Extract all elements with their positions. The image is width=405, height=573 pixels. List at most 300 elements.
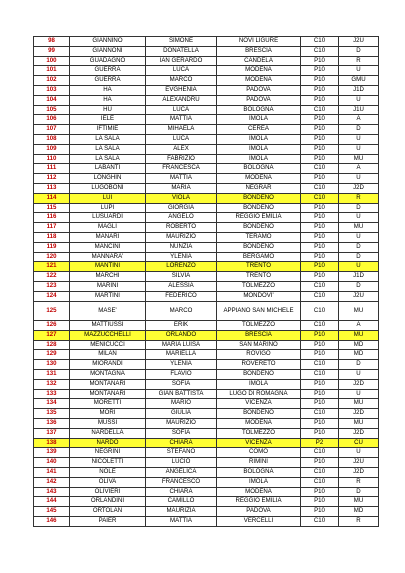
grade-cell: J2D bbox=[339, 467, 379, 477]
city-cell: COMO bbox=[217, 448, 301, 458]
row-number: 122 bbox=[34, 272, 70, 282]
table-row bbox=[34, 321, 379, 331]
grade-cell: J2D bbox=[339, 409, 379, 419]
row-number: 111 bbox=[34, 164, 70, 174]
table-row bbox=[34, 458, 379, 468]
surname-cell: LUGOBONI bbox=[70, 183, 146, 193]
first-name-cell: MARCO bbox=[146, 301, 217, 321]
table-row bbox=[34, 76, 379, 86]
city-cell: PADOVA bbox=[217, 95, 301, 105]
city-cell: BRESCIA bbox=[217, 46, 301, 56]
city-cell: IMOLA bbox=[217, 144, 301, 154]
surname-cell: LA SALA bbox=[70, 154, 146, 164]
first-name-cell: ERIK bbox=[146, 321, 217, 331]
first-name-cell: ORLANDO bbox=[146, 330, 217, 340]
first-name-cell: SIMONE bbox=[146, 37, 217, 47]
first-name-cell: LORENZO bbox=[146, 262, 217, 272]
table-row bbox=[34, 105, 379, 115]
table-row bbox=[34, 497, 379, 507]
table-row bbox=[34, 428, 379, 438]
table-row bbox=[34, 242, 379, 252]
table-row bbox=[34, 125, 379, 135]
grade-cell: J2U bbox=[339, 458, 379, 468]
surname-cell: MUSSI bbox=[70, 418, 146, 428]
category-cell: P10 bbox=[301, 487, 339, 497]
table-row bbox=[34, 291, 379, 301]
grade-cell: J2U bbox=[339, 291, 379, 301]
row-number: 108 bbox=[34, 134, 70, 144]
table-row bbox=[34, 56, 379, 66]
table-row bbox=[34, 507, 379, 517]
grade-cell: J1D bbox=[339, 85, 379, 95]
surname-cell: GUERRA bbox=[70, 66, 146, 76]
row-number: 102 bbox=[34, 76, 70, 86]
surname-cell: ORLANDINI bbox=[70, 497, 146, 507]
grade-cell: MD bbox=[339, 507, 379, 517]
surname-cell: NEGRINI bbox=[70, 448, 146, 458]
row-number: 110 bbox=[34, 154, 70, 164]
first-name-cell: LUCA bbox=[146, 66, 217, 76]
table-row bbox=[34, 281, 379, 291]
row-number: 117 bbox=[34, 223, 70, 233]
table-row bbox=[34, 477, 379, 487]
surname-cell: NICOLETTI bbox=[70, 458, 146, 468]
city-cell: VERCELLI bbox=[217, 516, 301, 526]
table-row bbox=[34, 144, 379, 154]
surname-cell: MILAN bbox=[70, 350, 146, 360]
first-name-cell: MARIA LUISA bbox=[146, 340, 217, 350]
first-name-cell: FRANCESCA bbox=[146, 164, 217, 174]
grade-cell: D bbox=[339, 252, 379, 262]
first-name-cell: MAURIZIO bbox=[146, 418, 217, 428]
table-row bbox=[34, 516, 379, 526]
city-cell: BONDENO bbox=[217, 203, 301, 213]
grade-cell: J2U bbox=[339, 37, 379, 47]
first-name-cell: ROBERTO bbox=[146, 223, 217, 233]
row-number: 109 bbox=[34, 144, 70, 154]
first-name-cell: GIULIA bbox=[146, 409, 217, 419]
category-cell: P10 bbox=[301, 350, 339, 360]
table-row bbox=[34, 95, 379, 105]
first-name-cell: EVGHENIA bbox=[146, 85, 217, 95]
surname-cell: MORETTI bbox=[70, 399, 146, 409]
city-cell: MODENA bbox=[217, 487, 301, 497]
surname-cell: MONTAGNA bbox=[70, 370, 146, 380]
city-cell: ROVERETO bbox=[217, 360, 301, 370]
row-number: 129 bbox=[34, 350, 70, 360]
surname-cell: MATTIUSSI bbox=[70, 321, 146, 331]
row-number: 134 bbox=[34, 399, 70, 409]
category-cell: P10 bbox=[301, 56, 339, 66]
grade-cell: U bbox=[339, 213, 379, 223]
table-row bbox=[34, 350, 379, 360]
row-number: 106 bbox=[34, 115, 70, 125]
surname-cell: MAGLI bbox=[70, 223, 146, 233]
row-number: 120 bbox=[34, 252, 70, 262]
row-number: 146 bbox=[34, 516, 70, 526]
first-name-cell: SOFIA bbox=[146, 428, 217, 438]
surname-cell: MARCHI bbox=[70, 272, 146, 282]
first-name-cell: MATTIA bbox=[146, 516, 217, 526]
grade-cell: MD bbox=[339, 340, 379, 350]
row-number: 131 bbox=[34, 370, 70, 380]
city-cell: IMOLA bbox=[217, 115, 301, 125]
table-body bbox=[34, 37, 379, 527]
table-row bbox=[34, 46, 379, 56]
first-name-cell: LUCA bbox=[146, 105, 217, 115]
surname-cell: GUERRA bbox=[70, 76, 146, 86]
category-cell: C10 bbox=[301, 105, 339, 115]
surname-cell: NOLÈ bbox=[70, 467, 146, 477]
first-name-cell: SILVIA bbox=[146, 272, 217, 282]
city-cell: NOVI LIGURE bbox=[217, 37, 301, 47]
city-cell: LUGO DI ROMAGNA bbox=[217, 389, 301, 399]
row-number: 100 bbox=[34, 56, 70, 66]
row-number: 114 bbox=[34, 193, 70, 203]
row-number: 119 bbox=[34, 242, 70, 252]
category-cell: P10 bbox=[301, 203, 339, 213]
row-number: 115 bbox=[34, 203, 70, 213]
table-row bbox=[34, 389, 379, 399]
grade-cell: J2D bbox=[339, 379, 379, 389]
category-cell: P10 bbox=[301, 115, 339, 125]
city-cell: IMOLA bbox=[217, 379, 301, 389]
row-number: 125 bbox=[34, 301, 70, 321]
surname-cell: HA bbox=[70, 95, 146, 105]
first-name-cell: GIAN BATTISTA bbox=[146, 389, 217, 399]
first-name-cell: STEFANO bbox=[146, 448, 217, 458]
category-cell: P10 bbox=[301, 232, 339, 242]
table-row bbox=[34, 232, 379, 242]
table-row bbox=[34, 134, 379, 144]
category-cell: P10 bbox=[301, 85, 339, 95]
category-cell: C10 bbox=[301, 448, 339, 458]
city-cell: TOLMEZZO bbox=[217, 428, 301, 438]
row-number: 142 bbox=[34, 477, 70, 487]
first-name-cell: MARCO bbox=[146, 76, 217, 86]
grade-cell: MU bbox=[339, 497, 379, 507]
city-cell: TRENTO bbox=[217, 262, 301, 272]
first-name-cell: MATTIA bbox=[146, 115, 217, 125]
grade-cell: U bbox=[339, 66, 379, 76]
category-cell: C10 bbox=[301, 37, 339, 47]
surname-cell: LUI bbox=[70, 193, 146, 203]
city-cell: MODENA bbox=[217, 418, 301, 428]
surname-cell: IFTIMIE bbox=[70, 125, 146, 135]
table-row bbox=[34, 85, 379, 95]
grade-cell: D bbox=[339, 203, 379, 213]
city-cell: TOLMEZZO bbox=[217, 321, 301, 331]
surname-cell: HU bbox=[70, 105, 146, 115]
grade-cell: U bbox=[339, 95, 379, 105]
row-number: 118 bbox=[34, 232, 70, 242]
grade-cell: D bbox=[339, 46, 379, 56]
category-cell: P10 bbox=[301, 66, 339, 76]
surname-cell: MARINI bbox=[70, 281, 146, 291]
surname-cell: PAIER bbox=[70, 516, 146, 526]
surname-cell: LONGHIN bbox=[70, 174, 146, 184]
table-row bbox=[34, 203, 379, 213]
category-cell: C10 bbox=[301, 467, 339, 477]
table-row bbox=[34, 418, 379, 428]
first-name-cell: FRANCESCO bbox=[146, 477, 217, 487]
category-cell: P10 bbox=[301, 134, 339, 144]
first-name-cell: MATTIA bbox=[146, 174, 217, 184]
category-cell: P10 bbox=[301, 242, 339, 252]
category-cell: C10 bbox=[301, 477, 339, 487]
grade-cell: R bbox=[339, 193, 379, 203]
surname-cell: OLIVIERI bbox=[70, 487, 146, 497]
city-cell: PADOVA bbox=[217, 507, 301, 517]
first-name-cell: ANGELICA bbox=[146, 467, 217, 477]
surname-cell: IELE bbox=[70, 115, 146, 125]
city-cell: BONDENO bbox=[217, 409, 301, 419]
table-row bbox=[34, 262, 379, 272]
surname-cell: LA SALA bbox=[70, 144, 146, 154]
category-cell: P10 bbox=[301, 144, 339, 154]
row-number: 143 bbox=[34, 487, 70, 497]
city-cell: BOLOGNA bbox=[217, 164, 301, 174]
grade-cell: MU bbox=[339, 301, 379, 321]
city-cell: CANDELA bbox=[217, 56, 301, 66]
city-cell: RIMINI bbox=[217, 458, 301, 468]
grade-cell: U bbox=[339, 448, 379, 458]
table-row bbox=[34, 301, 379, 321]
surname-cell: GIANNINO bbox=[70, 37, 146, 47]
city-cell: ROVIGO bbox=[217, 350, 301, 360]
grade-cell: CU bbox=[339, 438, 379, 448]
city-cell: BRESCIA bbox=[217, 330, 301, 340]
row-number: 99 bbox=[34, 46, 70, 56]
category-cell: P10 bbox=[301, 379, 339, 389]
surname-cell: MANNARA' bbox=[70, 252, 146, 262]
category-cell: P10 bbox=[301, 213, 339, 223]
first-name-cell: ALEX bbox=[146, 144, 217, 154]
table-row bbox=[34, 438, 379, 448]
table-row bbox=[34, 252, 379, 262]
row-number: 140 bbox=[34, 458, 70, 468]
table-row bbox=[34, 183, 379, 193]
grade-cell: MU bbox=[339, 418, 379, 428]
table-row bbox=[34, 164, 379, 174]
row-number: 116 bbox=[34, 213, 70, 223]
row-number: 121 bbox=[34, 262, 70, 272]
grade-cell: J2D bbox=[339, 183, 379, 193]
city-cell: TOLMEZZO bbox=[217, 281, 301, 291]
row-number: 123 bbox=[34, 281, 70, 291]
city-cell: REGGIO EMILIA bbox=[217, 497, 301, 507]
table-row bbox=[34, 409, 379, 419]
first-name-cell: MARIO bbox=[146, 399, 217, 409]
table-row bbox=[34, 213, 379, 223]
grade-cell: R bbox=[339, 477, 379, 487]
surname-cell: GIANNONI bbox=[70, 46, 146, 56]
first-name-cell: FEDERICO bbox=[146, 291, 217, 301]
first-name-cell: CAMILLO bbox=[146, 497, 217, 507]
city-cell: SAN MARINO bbox=[217, 340, 301, 350]
first-name-cell: CHIARA bbox=[146, 487, 217, 497]
table-row bbox=[34, 379, 379, 389]
surname-cell: MASE' bbox=[70, 301, 146, 321]
grade-cell: U bbox=[339, 262, 379, 272]
table-row bbox=[34, 272, 379, 282]
grade-cell: U bbox=[339, 232, 379, 242]
category-cell: P10 bbox=[301, 262, 339, 272]
row-number: 133 bbox=[34, 389, 70, 399]
first-name-cell: MARIA bbox=[146, 183, 217, 193]
table-row bbox=[34, 193, 379, 203]
category-cell: P10 bbox=[301, 154, 339, 164]
city-cell: MODENA bbox=[217, 76, 301, 86]
grade-cell: MU bbox=[339, 154, 379, 164]
surname-cell: LABANTI bbox=[70, 164, 146, 174]
surname-cell: HA bbox=[70, 85, 146, 95]
row-number: 139 bbox=[34, 448, 70, 458]
category-cell: P10 bbox=[301, 174, 339, 184]
surname-cell: MONTANARI bbox=[70, 389, 146, 399]
grade-cell: MU bbox=[339, 223, 379, 233]
surname-cell: ORTOLAN bbox=[70, 507, 146, 517]
row-number: 101 bbox=[34, 66, 70, 76]
surname-cell: LA SALA bbox=[70, 134, 146, 144]
grade-cell: U bbox=[339, 144, 379, 154]
row-number: 112 bbox=[34, 174, 70, 184]
surname-cell: MANARI bbox=[70, 232, 146, 242]
city-cell: BONDENO bbox=[217, 193, 301, 203]
row-number: 138 bbox=[34, 438, 70, 448]
first-name-cell: MAURIZIA bbox=[146, 507, 217, 517]
city-cell: VICENZA bbox=[217, 438, 301, 448]
first-name-cell: FABRIZIO bbox=[146, 154, 217, 164]
first-name-cell: LUCIO bbox=[146, 458, 217, 468]
surname-cell: LUSUARDI bbox=[70, 213, 146, 223]
first-name-cell: YLENIA bbox=[146, 252, 217, 262]
surname-cell: OLIVA bbox=[70, 477, 146, 487]
category-cell: P2 bbox=[301, 438, 339, 448]
city-cell: BONDENO bbox=[217, 370, 301, 380]
row-number: 135 bbox=[34, 409, 70, 419]
row-number: 113 bbox=[34, 183, 70, 193]
city-cell: BONDENO bbox=[217, 223, 301, 233]
category-cell: P10 bbox=[301, 330, 339, 340]
category-cell: P10 bbox=[301, 125, 339, 135]
category-cell: C10 bbox=[301, 164, 339, 174]
category-cell: C10 bbox=[301, 193, 339, 203]
row-number: 107 bbox=[34, 125, 70, 135]
city-cell: IMOLA bbox=[217, 477, 301, 487]
first-name-cell: MAURIZIO bbox=[146, 232, 217, 242]
city-cell: TERAMO bbox=[217, 232, 301, 242]
category-cell: P10 bbox=[301, 272, 339, 282]
row-number: 137 bbox=[34, 428, 70, 438]
table-row bbox=[34, 448, 379, 458]
row-number: 141 bbox=[34, 467, 70, 477]
table-row bbox=[34, 467, 379, 477]
surname-cell: MENICUCCI bbox=[70, 340, 146, 350]
grade-cell: R bbox=[339, 516, 379, 526]
city-cell: MONDOVI' bbox=[217, 291, 301, 301]
table-row bbox=[34, 174, 379, 184]
table-row bbox=[34, 487, 379, 497]
grade-cell: J1D bbox=[339, 272, 379, 282]
table-row bbox=[34, 330, 379, 340]
first-name-cell: FLAVIO bbox=[146, 370, 217, 380]
grade-cell: D bbox=[339, 242, 379, 252]
city-cell: MODENA bbox=[217, 174, 301, 184]
table-row bbox=[34, 399, 379, 409]
category-cell: P10 bbox=[301, 95, 339, 105]
category-cell: C10 bbox=[301, 291, 339, 301]
grade-cell: R bbox=[339, 56, 379, 66]
city-cell: REGGIO EMILIA bbox=[217, 213, 301, 223]
row-number: 104 bbox=[34, 95, 70, 105]
city-cell: PADOVA bbox=[217, 85, 301, 95]
category-cell: C10 bbox=[301, 281, 339, 291]
table-row bbox=[34, 154, 379, 164]
grade-cell: U bbox=[339, 370, 379, 380]
first-name-cell: CHIARA bbox=[146, 438, 217, 448]
grade-cell: U bbox=[339, 389, 379, 399]
grade-cell: D bbox=[339, 125, 379, 135]
grade-cell: D bbox=[339, 360, 379, 370]
category-cell: P10 bbox=[301, 340, 339, 350]
category-cell: P10 bbox=[301, 507, 339, 517]
category-cell: C10 bbox=[301, 46, 339, 56]
first-name-cell: SOFIA bbox=[146, 379, 217, 389]
category-cell: P10 bbox=[301, 428, 339, 438]
surname-cell: NARDELLA bbox=[70, 428, 146, 438]
row-number: 127 bbox=[34, 330, 70, 340]
category-cell: P10 bbox=[301, 418, 339, 428]
first-name-cell: MIHAELA bbox=[146, 125, 217, 135]
category-cell: C10 bbox=[301, 301, 339, 321]
grade-cell: A bbox=[339, 115, 379, 125]
grade-cell: A bbox=[339, 164, 379, 174]
grade-cell: A bbox=[339, 321, 379, 331]
category-cell: P10 bbox=[301, 76, 339, 86]
first-name-cell: LUCA bbox=[146, 134, 217, 144]
table-row bbox=[34, 223, 379, 233]
first-name-cell: GIORGIA bbox=[146, 203, 217, 213]
row-number: 145 bbox=[34, 507, 70, 517]
row-number: 132 bbox=[34, 379, 70, 389]
first-name-cell: ALESSIA bbox=[146, 281, 217, 291]
city-cell: MODENA bbox=[217, 66, 301, 76]
category-cell: P10 bbox=[301, 399, 339, 409]
first-name-cell: MARIELLA bbox=[146, 350, 217, 360]
row-number: 128 bbox=[34, 340, 70, 350]
row-number: 103 bbox=[34, 85, 70, 95]
table-row bbox=[34, 370, 379, 380]
first-name-cell: NUNZIA bbox=[146, 242, 217, 252]
table-row bbox=[34, 66, 379, 76]
table-row bbox=[34, 360, 379, 370]
city-cell: NEGRAR bbox=[217, 183, 301, 193]
row-number: 98 bbox=[34, 37, 70, 47]
category-cell: P10 bbox=[301, 389, 339, 399]
surname-cell: LUPI bbox=[70, 203, 146, 213]
category-cell: C10 bbox=[301, 370, 339, 380]
surname-cell: MANTINI bbox=[70, 262, 146, 272]
table-row bbox=[34, 340, 379, 350]
category-cell: P10 bbox=[301, 223, 339, 233]
category-cell: C10 bbox=[301, 409, 339, 419]
grade-cell: J1U bbox=[339, 105, 379, 115]
category-cell: C10 bbox=[301, 516, 339, 526]
row-number: 126 bbox=[34, 321, 70, 331]
first-name-cell: VIOLA bbox=[146, 193, 217, 203]
category-cell: P10 bbox=[301, 458, 339, 468]
